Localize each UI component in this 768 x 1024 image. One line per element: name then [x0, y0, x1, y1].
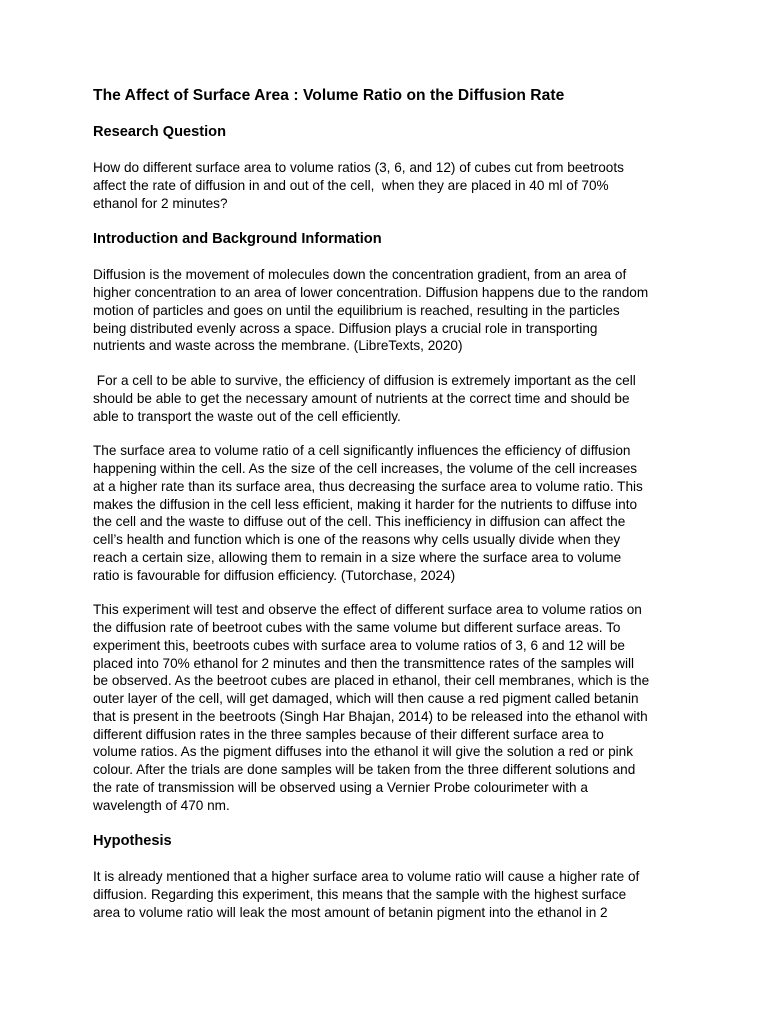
- text-line: It is already mentioned that a higher surface area to volume ratio will cause a higher rate of: [93, 869, 640, 885]
- paragraph-intro-2: [93, 372, 678, 425]
- text-line: being distributed evenly across a space. Diffusion plays a crucial role in transporting: [93, 320, 598, 336]
- text-line: ratio is favourable for diffusion efficiency. (Tutorchase, 2024): [93, 567, 456, 583]
- text-line: different diffusion rates in the three samples because of their different surface area to: [93, 726, 604, 742]
- text-line: able to transport the waste out of the cell efficiently.: [93, 408, 401, 424]
- text-line: outer layer of the cell, will get damaged, which will then cause a red pigment called betanin: [93, 691, 639, 706]
- paragraph-hypothesis: [93, 868, 678, 921]
- text-line: affect the rate of diffusion in and out of the cell, when they are placed in 40 ml of 70%: [93, 177, 609, 193]
- text-line: placed into 70% ethanol for 2 minutes and then the transmittence rates of the samples will: [93, 655, 635, 671]
- text-line: colour. After the trials are done samples will be taken from the three different solutions and: [93, 762, 636, 777]
- text-line: motion of particles and goes on until the equilibrium is reached, resulting in the particles: [93, 302, 620, 318]
- text-line: that is present in the beetroots (Singh Har Bhajan, 2014) to be released into the ethanol with: [93, 708, 648, 724]
- text-line: the diffusion rate of beetroot cubes with the same volume but different surface areas. To: [93, 620, 621, 635]
- text-line: the rate of transmission will be observed using a Vernier Probe colourimeter with a: [93, 779, 588, 795]
- heading-hypothesis: Hypothesis: [93, 833, 172, 850]
- text-line: makes the diffusion in the cell less efficient, making it harder for the nutrients to diffuse into: [93, 496, 638, 512]
- paragraph-intro-3: [93, 442, 678, 584]
- text-line: at a higher rate than its surface area, thus decreasing the surface area to volume ratio. This: [93, 478, 643, 494]
- text-line: volume ratios. As the pigment diffuses into the ethanol it will give the solution a red or pink: [93, 744, 634, 760]
- text-line: nutrients and waste across the membrane. (LibreTexts, 2020): [93, 338, 463, 354]
- text-line: Diffusion is the movement of molecules down the concentration gradient, from an area of: [93, 267, 627, 283]
- heading-research-question: Research Question: [93, 124, 227, 140]
- paragraph-intro-1: [93, 266, 678, 355]
- paragraph-research-question: [93, 159, 678, 212]
- text-line: diffusion. Regarding this experiment, this means that the sample with the highest surface: [93, 887, 627, 902]
- text-line: be observed. As the beetroot cubes are placed in ethanol, their cell membranes, which is the: [93, 673, 650, 689]
- text-line: the cell and the waste to diffuse out of the cell. This inefficiency in diffusion can affect the: [93, 514, 626, 530]
- text-line: For a cell to be able to survive, the efficiency of diffusion is extremely important as the cell: [93, 373, 636, 388]
- text-line: cell’s health and function which is one of the reasons why cells usually divide when they: [93, 532, 621, 547]
- text-line: happening within the cell. As the size of the cell increases, the volume of the cell increases: [93, 461, 638, 476]
- document-page: [93, 86, 678, 922]
- heading-introduction: Introduction and Background Information: [93, 231, 382, 248]
- text-line: experiment this, beetroots cubes with surface area to volume ratios of 3, 6 and 12 will be: [93, 637, 625, 653]
- text-line: wavelength of 470 nm.: [93, 797, 230, 813]
- text-line: How do different surface area to volume ratios (3, 6, and 12) of cubes cut from beetroots: [93, 160, 624, 175]
- text-line: This experiment will test and observe the effect of different surface area to volume ratios on: [93, 602, 642, 618]
- text-line: area to volume ratio will leak the most amount of betanin pigment into the ethanol in 2: [93, 904, 608, 920]
- text-line: The surface area to volume ratio of a cell significantly influences the efficiency of diffusion: [93, 443, 631, 459]
- text-line: higher concentration to an area of lower concentration. Diffusion happens due to the random: [93, 285, 649, 300]
- text-line: should be able to get the necessary amount of nutrients at the correct time and should be: [93, 390, 630, 406]
- text-line: reach a certain size, allowing them to remain in a size where the surface area to volume: [93, 549, 622, 565]
- paragraph-intro-4: [93, 601, 678, 814]
- text-line: ethanol for 2 minutes?: [93, 195, 228, 211]
- document-title: The Affect of Surface Area : Volume Ratio on the Diffusion Rate: [93, 87, 565, 104]
